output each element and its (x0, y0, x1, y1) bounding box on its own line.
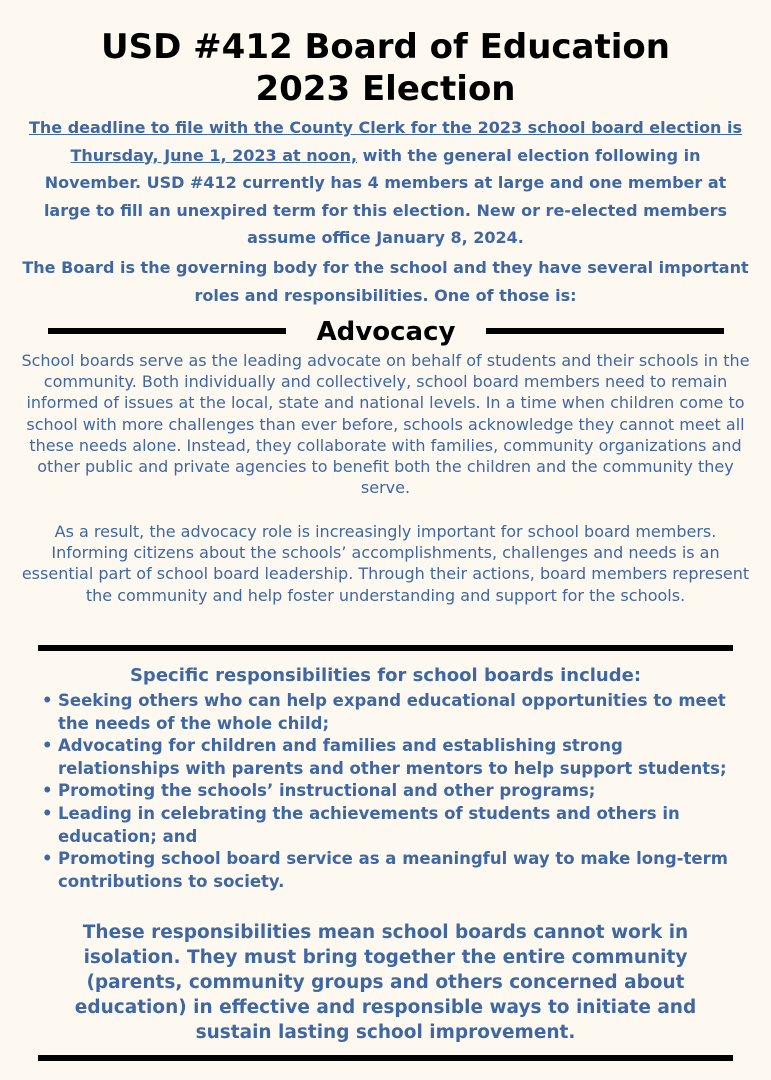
advocacy-heading: Advocacy (316, 317, 456, 347)
responsibilities-heading: Specific responsibilities for school boards include: (129, 665, 642, 686)
title-line-1: USD #412 Board of Education (101, 27, 670, 67)
list-item (40, 780, 730, 803)
bullet-icon: • (42, 781, 53, 801)
list-item-text: Leading in celebrating the achievements of students and others in education; and (58, 803, 680, 846)
responsibilities-list (40, 690, 730, 893)
roles-paragraph: The Board is the governing body for the school and they have several important roles and responsibilities. One of those is: (22, 258, 749, 305)
list-item-text: Seeking others who can help expand educational opportunities to meet the needs of the whole child; (58, 691, 726, 733)
deadline-text: The deadline to file with the County Clerk for the 2023 school board election is Thursday, June 1, 2023 at noon, (28, 118, 743, 165)
list-item (40, 803, 730, 848)
advocacy-paragraph-1: School boards serve as the leading advocate on behalf of students and their schools in the community. Both individually and collectively, school board members need to remain informed of issues at the local, state and national levels. In a time when children come to school with more challenges than ever before, schools acknowledge they cannot meet all these needs alone. Instead, they collaborate with families, community organizations and other public and private agencies to benefit both the children and the community they serve. (21, 351, 750, 498)
bullet-icon: • (42, 691, 53, 710)
heading-rule-right (486, 328, 724, 334)
bullet-icon: • (42, 736, 53, 756)
title-line-2: 2023 Election (255, 69, 516, 109)
section-divider-bottom (38, 1055, 733, 1061)
intro-paragraph (20, 114, 751, 252)
list-item-text: Promoting school board service as a meaningful way to make long-term contributions to society. (58, 849, 728, 891)
election-details-text: with the general election following in November. USD #412 currently has 4 members at large and one member at large to fill an unexpired term for this election. New or re-elected members assume office January 8, 2024. (43, 145, 728, 247)
bullet-icon: • (42, 803, 53, 823)
page-title (0, 26, 771, 110)
bullet-icon: • (42, 849, 53, 869)
list-item-text: Promoting the schools’ instructional and other programs; (58, 781, 596, 801)
list-item (40, 735, 730, 780)
list-item (40, 848, 730, 893)
advocacy-heading-row (48, 316, 724, 350)
section-divider-top (38, 645, 733, 651)
closing-paragraph: These responsibilities mean school boards cannot work in isolation. They must bring together the entire community (parents, community groups and others concerned about education) in effective and responsible ways to initiate and sustain lasting school improvement. (74, 922, 697, 1043)
heading-rule-left (48, 328, 286, 334)
list-item-text: Advocating for children and families and establishing strong relationships with parents and other mentors to help support students; (58, 736, 727, 778)
advocacy-paragraph-2: As a result, the advocacy role is increasingly important for school board members. Informing citizens about the schools’ accomplishments, challenges and needs is an essential part of school board leadership. Through their actions, board members represent the community and help foster understanding and support for the schools. (21, 522, 750, 605)
list-item (40, 690, 730, 735)
